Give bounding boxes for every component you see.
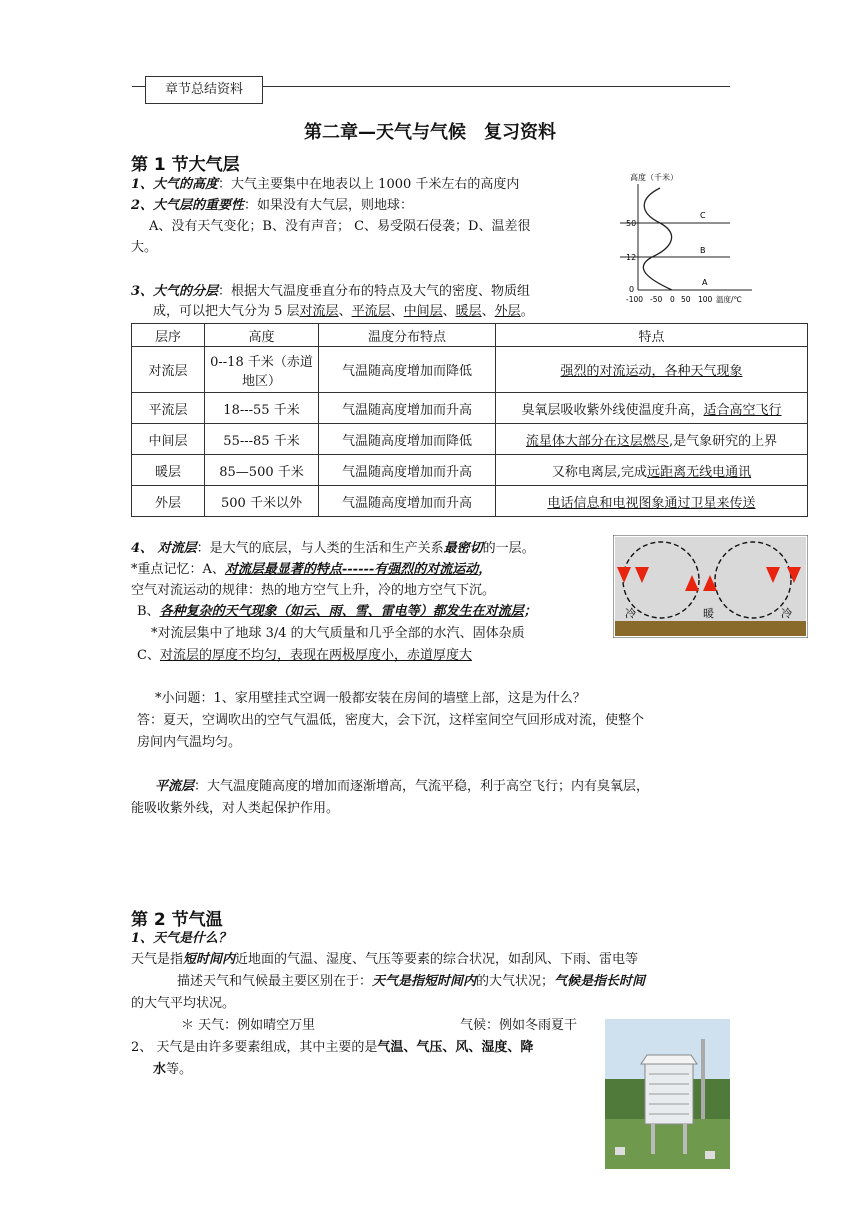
table-header-row: [132, 324, 808, 347]
keypoint-a: [131, 561, 491, 579]
layer-name: 对流层: [299, 304, 339, 319]
feature-text: 又称电离层,完成: [551, 464, 648, 480]
section1-heading: 第 1 节大气层: [131, 155, 240, 175]
para-layers: [131, 283, 530, 301]
table-row: [132, 424, 808, 455]
feature-text: 臭氧层吸收紫外线使温度升高，: [521, 402, 704, 418]
period: 。: [520, 304, 534, 319]
keypoint-b: [137, 603, 537, 621]
para-emphasis: 短时间内: [183, 952, 236, 967]
separator: 、: [390, 304, 404, 319]
cell-layer: 外层: [132, 486, 205, 517]
answer-line-2: 房间内气温均匀。: [137, 735, 242, 750]
cell-temp: 气温随高度增加而升高: [319, 455, 496, 486]
line-label: A: [702, 278, 708, 287]
para-text: ：大气温度随高度的增加而逐渐增高，气流平稳，利于高空飞行；内有臭氧层，: [194, 779, 650, 794]
table-row: [132, 486, 808, 517]
small-question: *小问题：1、家用壁挂式空调一般都安装在房间的墙壁上部，这是为什么？: [155, 691, 586, 706]
para-emphasis: 对流层最显著的特点------有强烈的对流运动: [224, 562, 479, 577]
cell-feature: [496, 455, 808, 486]
para-text: 天气是指: [131, 952, 184, 967]
convection-rule: 空气对流运动的规律：热的地方空气上升，冷的地方空气下沉。: [131, 583, 496, 598]
para-layers-cont: [153, 303, 534, 321]
para-text: ：是大气的底层，与人类的生活和生产关系: [196, 541, 444, 556]
troposphere-note: *对流层集中了地球 3/4 的大气质量和几乎全部的水汽、固体杂质: [151, 626, 525, 641]
figure-label: 冷: [625, 607, 636, 620]
ground-marker: [615, 1147, 625, 1155]
feature-underlined: 流星体大部分在这层燃尽: [525, 433, 669, 449]
cell-feature: [496, 486, 808, 517]
weather-elements: [131, 1039, 533, 1057]
figure-xlabel: 温度/℃: [716, 295, 742, 304]
para-text: 近地面的气温、湿度、气压等要素的综合状况，如刮风、下雨、雷电等: [235, 952, 639, 967]
keypoint-c: [137, 647, 472, 665]
layer-name: 中间层: [403, 304, 443, 319]
xtick: 0: [670, 295, 675, 304]
para-text: 等。: [166, 1062, 193, 1077]
para-text: ：大气主要集中在地表以上 1000 千米左右的高度内: [218, 177, 520, 192]
ytick: 50: [626, 219, 637, 228]
layer-name: 平流层: [351, 304, 391, 319]
para-importance: [131, 197, 413, 215]
cell-height: 55---85 千米: [205, 424, 319, 455]
para-atmosphere-height: [131, 176, 519, 194]
para-text: *重点记忆：A、: [131, 562, 225, 577]
figure-label: 暖: [703, 607, 714, 620]
weather-elements-cont: [153, 1061, 192, 1079]
cell-temp: 气温随高度增加而升高: [319, 393, 496, 424]
cell-layer: 对流层: [132, 347, 205, 393]
table-header-cell: 特点: [496, 324, 808, 347]
weather-definition: [131, 951, 638, 969]
ytick: 12: [626, 253, 637, 262]
section2-heading: 第 2 节气温: [131, 910, 223, 930]
header-label-box: 章节总结资料: [145, 76, 263, 104]
xtick: -100: [626, 295, 644, 304]
para-emphasis: 气温、气压、风、湿度、降: [377, 1040, 534, 1055]
importance-options: A、没有天气变化；B、没有声音； C、易受陨石侵袭；D、温差很: [149, 219, 531, 234]
feature-underlined: 电话信息和电视图象通过卫星来传送: [547, 495, 756, 511]
cell-height: 85—500 千米: [205, 455, 319, 486]
weather-climate-diff: [177, 973, 645, 991]
figure-ground: [615, 621, 806, 636]
stratosphere-line-1: [155, 778, 649, 796]
feature-underlined: 远距离无线电通讯: [647, 464, 752, 480]
para-label: 3、大气的分层: [131, 284, 219, 299]
para-text: 的一层。: [482, 541, 535, 556]
line-label: C: [700, 211, 706, 220]
cell-temp: 气温随高度增加而降低: [319, 424, 496, 455]
cell-feature: [496, 424, 808, 455]
para-label: 平流层: [155, 779, 195, 794]
punct: ，: [478, 562, 492, 577]
cell-layer: 平流层: [132, 393, 205, 424]
cell-temp: 气温随高度增加而降低: [319, 347, 496, 393]
separator: 、: [481, 304, 495, 319]
xtick: -50: [650, 295, 663, 304]
para-text: B、: [137, 604, 160, 619]
answer-line-1: 答：夏天，空调吹出的空气气温低，密度大，会下沉，这样室间空气回形成对流，使整个: [137, 713, 645, 728]
figure-label: 冷: [781, 607, 792, 620]
para-emphasis: 各种复杂的天气现象（如云、雨、雪、雷电等）都发生在对流层: [159, 604, 524, 619]
para-text: 的大气状况；: [476, 974, 555, 989]
table-header-cell: 高度: [205, 324, 319, 347]
para-text: ：根据大气温度垂直分布的特点及大气的密度、物质组: [218, 284, 531, 299]
stratosphere-line-2: 能吸收紫外线，对人类起保护作用。: [131, 801, 340, 816]
para-troposphere: [131, 540, 535, 558]
cell-height: 0--18 千米（赤道地区）: [205, 347, 319, 393]
atmosphere-layers-table: [131, 323, 808, 517]
example-weather: ＊ 天气：例如晴空万里: [181, 1018, 316, 1033]
shelter-leg: [651, 1124, 655, 1154]
para-emphasis: 最密切: [443, 541, 483, 556]
photo-mast: [701, 1039, 705, 1119]
document-title: 第二章—天气与气候 复习资料: [304, 122, 556, 143]
para-text: 描述天气和气候最主要区别在于：: [177, 974, 373, 989]
table-row: [132, 393, 808, 424]
table-row: [132, 455, 808, 486]
line-label: B: [700, 246, 706, 255]
layer-name: 暖层: [455, 304, 482, 319]
layer-name: 外层: [494, 304, 521, 319]
para-label: 4、 对流层: [131, 541, 197, 556]
para-text: 2、 天气是由许多要素组成，其中主要的是: [131, 1040, 378, 1055]
para-emphasis: 水: [153, 1062, 167, 1077]
separator: 、: [338, 304, 352, 319]
table-header-cell: 层序: [132, 324, 205, 347]
cell-height: 500 千米以外: [205, 486, 319, 517]
photo-grass: [605, 1119, 730, 1169]
separator: 、: [442, 304, 456, 319]
table-row: [132, 347, 808, 393]
para-emphasis: 天气是指短时间内: [372, 974, 477, 989]
para-label: 1、大气的高度: [131, 177, 219, 192]
ground-marker: [705, 1151, 715, 1159]
cell-feature: [496, 347, 808, 393]
cell-layer: 暖层: [132, 455, 205, 486]
para-text: ：如果没有大气层，则地球：: [244, 198, 414, 213]
xtick: 50: [681, 295, 691, 304]
para-text: 成，可以把大气分为 5 层: [153, 304, 300, 319]
weather-station-photo: [605, 1019, 730, 1169]
feature-tail: ,是气象研究的上界: [668, 433, 778, 449]
convection-figure: [613, 535, 808, 638]
punct: ；: [523, 604, 537, 619]
shelter-leg: [683, 1124, 687, 1154]
para-text: C、: [137, 648, 160, 663]
temperature-curve: [643, 188, 672, 290]
cell-height: 18---55 千米: [205, 393, 319, 424]
cell-feature: [496, 393, 808, 424]
feature-underlined: 适合高空飞行: [703, 402, 782, 418]
feature-underlined: 强烈的对流运动，各种天气现象: [560, 364, 743, 379]
cell-layer: 中间层: [132, 424, 205, 455]
weather-climate-diff-cont: 的大气平均状况。: [131, 996, 236, 1011]
example-climate: 气候：例如冬雨夏干: [460, 1018, 578, 1033]
para-underlined: 对流层的厚度不均匀，表现在两极厚度小，赤道厚度大: [159, 648, 472, 663]
xtick: 100: [698, 295, 713, 304]
importance-options-cont: 大。: [131, 240, 158, 255]
para-label: 2、大气层的重要性: [131, 198, 245, 213]
ytick: 0: [629, 285, 635, 294]
table-header-cell: 温度分布特点: [319, 324, 496, 347]
para-emphasis: 气候是指长时间: [554, 974, 646, 989]
weather-question: 1、天气是什么？: [131, 931, 232, 946]
shelter-roof: [641, 1055, 697, 1064]
altitude-temperature-figure: [610, 168, 760, 308]
figure-ylabel: 高度（千米）: [630, 173, 678, 182]
cell-temp: 气温随高度增加而升高: [319, 486, 496, 517]
